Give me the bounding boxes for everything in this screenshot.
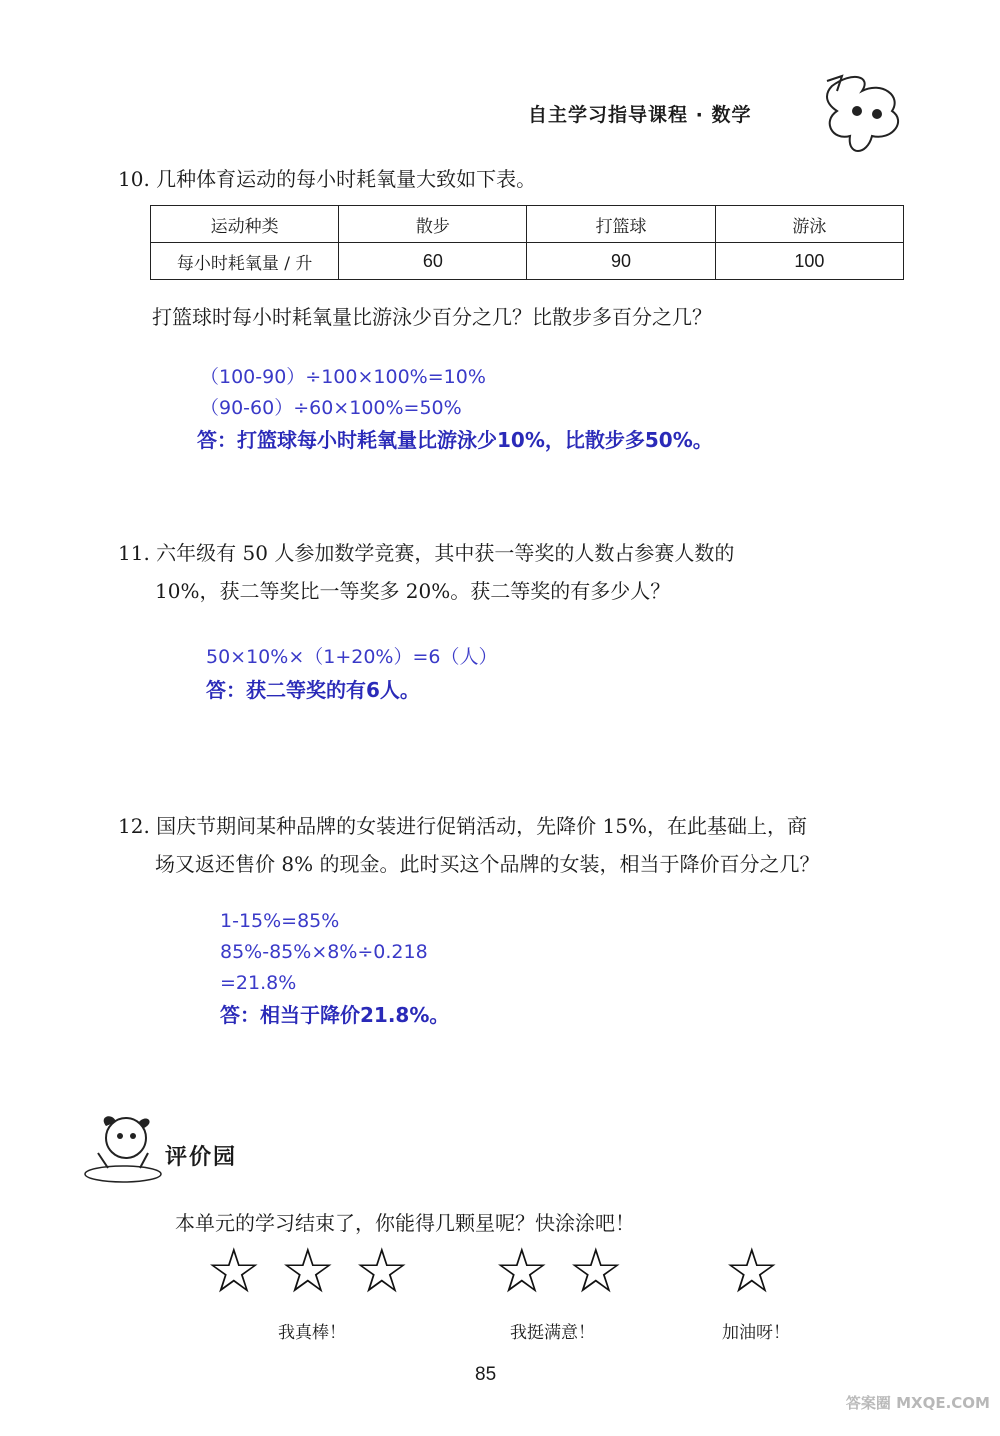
table-row [151, 206, 904, 243]
star-icon[interactable]: ☆ [568, 1234, 624, 1307]
header-character-illustration [812, 66, 922, 166]
star-group-label: 加油呀！ [722, 1323, 790, 1343]
table-cell: 90 [527, 243, 715, 280]
table-cell: 打篮球 [527, 206, 715, 243]
table-cell: 每小时耗氧量 / 升 [151, 243, 339, 280]
question-11-line-1: 11. 六年级有 50 人参加数学竞赛，其中获一等奖的人数占参赛人数的 [118, 541, 735, 565]
star-icon[interactable]: ☆ [494, 1234, 550, 1307]
star-icon[interactable]: ☆ [280, 1234, 336, 1307]
evaluation-prompt: 本单元的学习结束了，你能得几颗星呢？快涂涂吧！ [175, 1211, 635, 1235]
answer-12-final: 答：相当于降价21.8%。 [220, 1003, 450, 1027]
exercise-oxygen-table [150, 205, 904, 280]
star-icon[interactable]: ☆ [354, 1234, 410, 1307]
question-10-text: 10. 几种体育运动的每小时耗氧量大致如下表。 [118, 167, 537, 191]
question-12-line-2: 场又返还售价 8% 的现金。此时买这个品牌的女装，相当于降价百分之几？ [155, 852, 820, 876]
answer-10-line-1: （100-90）÷100×100%=10% [200, 366, 486, 388]
evaluation-mascot-illustration [78, 1108, 168, 1186]
evaluation-title: 评价园 [165, 1145, 238, 1170]
table-cell: 60 [339, 243, 527, 280]
table-cell: 100 [715, 243, 903, 280]
star-icon[interactable]: ☆ [206, 1234, 262, 1307]
question-10-prompt: 打篮球时每小时耗氧量比游泳少百分之几？比散步多百分之几？ [152, 305, 712, 329]
answer-12-line-1: 1-15%=85% [220, 910, 340, 932]
answer-10-line-2: （90-60）÷60×100%=50% [200, 397, 462, 419]
table-cell: 运动种类 [151, 206, 339, 243]
question-11-line-2: 10%，获二等奖比一等奖多 20%。获二等奖的有多少人？ [155, 579, 671, 603]
answer-11-final: 答：获二等奖的有6人。 [206, 678, 420, 702]
star-icon[interactable]: ☆ [724, 1234, 780, 1307]
page-number: 85 [475, 1364, 497, 1385]
answer-12-line-3: =21.8% [220, 972, 297, 994]
watermark: 答案圈 MXQE.COM [845, 1394, 990, 1412]
question-12-line-1: 12. 国庆节期间某种品牌的女装进行促销活动，先降价 15%，在此基础上，商 [118, 814, 807, 838]
answer-12-line-2: 85%-85%×8%÷0.218 [220, 941, 428, 963]
star-group-label: 我真棒！ [278, 1323, 346, 1343]
star-group-label: 我挺满意！ [510, 1323, 595, 1343]
table-cell: 散步 [339, 206, 527, 243]
page-header-title: 自主学习指导课程 · 数学 [528, 104, 752, 126]
table-cell: 游泳 [715, 206, 903, 243]
answer-11-line-1: 50×10%×（1+20%）=6（人） [206, 646, 498, 668]
table-row [151, 243, 904, 280]
answer-10-final: 答：打篮球每小时耗氧量比游泳少10%，比散步多50%。 [197, 428, 713, 452]
